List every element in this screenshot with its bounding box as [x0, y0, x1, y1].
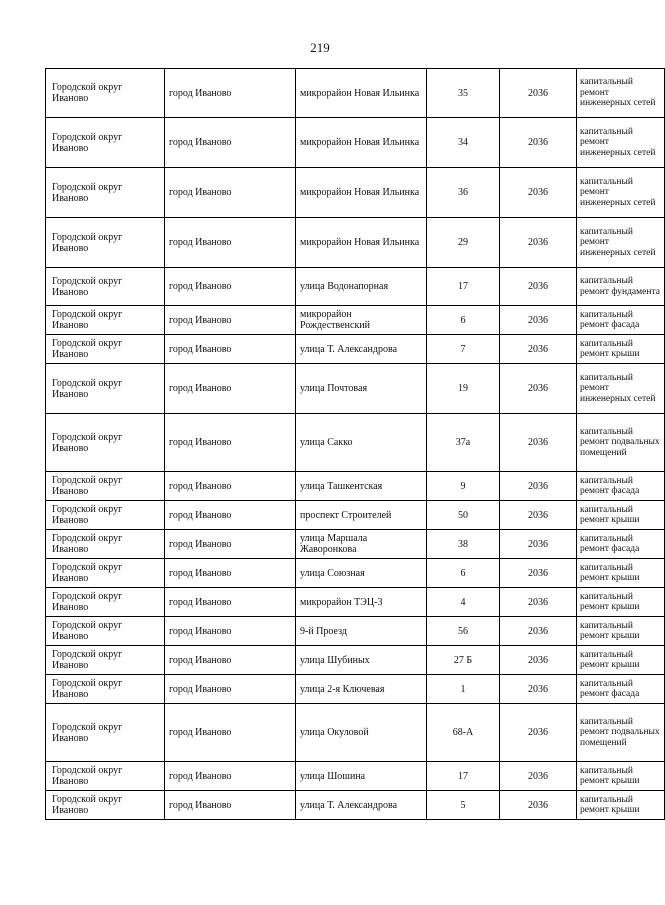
street-cell: проспект Строителей [296, 501, 427, 530]
district-cell: Городской округ Иваново [46, 168, 165, 218]
year-cell: 2036 [500, 472, 577, 501]
work-type-cell: капитальный ремонт инженерных сетей [577, 168, 665, 218]
year-cell: 2036 [500, 501, 577, 530]
street-cell: улица 2-я Ключевая [296, 675, 427, 704]
work-type-cell: капитальный ремонт фасада [577, 530, 665, 559]
year-cell: 2036 [500, 218, 577, 268]
city-cell: город Иваново [165, 530, 296, 559]
year-cell: 2036 [500, 364, 577, 414]
table-row [46, 118, 665, 168]
work-type-cell: капитальный ремонт инженерных сетей [577, 218, 665, 268]
table-row [46, 218, 665, 268]
house-number-cell: 19 [427, 364, 500, 414]
district-cell: Городской округ Иваново [46, 118, 165, 168]
year-cell: 2036 [500, 704, 577, 762]
district-cell: Городской округ Иваново [46, 501, 165, 530]
house-number-cell: 17 [427, 762, 500, 791]
work-type-cell: капитальный ремонт фасада [577, 306, 665, 335]
city-cell: город Иваново [165, 791, 296, 820]
house-number-cell: 4 [427, 588, 500, 617]
work-type-cell: капитальный ремонт фасада [577, 472, 665, 501]
street-cell: микрорайон Новая Ильинка [296, 69, 427, 118]
work-type-cell: капитальный ремонт фундамента [577, 268, 665, 306]
city-cell: город Иваново [165, 501, 296, 530]
district-cell: Городской округ Иваново [46, 69, 165, 118]
table-row [46, 559, 665, 588]
city-cell: город Иваново [165, 675, 296, 704]
work-type-cell: капитальный ремонт крыши [577, 501, 665, 530]
house-number-cell: 1 [427, 675, 500, 704]
district-cell: Городской округ Иваново [46, 414, 165, 472]
street-cell: улица Шошина [296, 762, 427, 791]
street-cell: улица Т. Александрова [296, 335, 427, 364]
year-cell: 2036 [500, 69, 577, 118]
house-number-cell: 50 [427, 501, 500, 530]
city-cell: город Иваново [165, 472, 296, 501]
street-cell: улица Почтовая [296, 364, 427, 414]
city-cell: город Иваново [165, 588, 296, 617]
street-cell: микрорайон Рождественский [296, 306, 427, 335]
table-row [46, 530, 665, 559]
year-cell: 2036 [500, 762, 577, 791]
table-row [46, 588, 665, 617]
work-type-cell: капитальный ремонт инженерных сетей [577, 364, 665, 414]
house-number-cell: 6 [427, 306, 500, 335]
table-row [46, 69, 665, 118]
street-cell: улица Окуловой [296, 704, 427, 762]
street-cell: микрорайон ТЭЦ-3 [296, 588, 427, 617]
year-cell: 2036 [500, 617, 577, 646]
year-cell: 2036 [500, 675, 577, 704]
district-cell: Городской округ Иваново [46, 588, 165, 617]
district-cell: Городской округ Иваново [46, 791, 165, 820]
street-cell: улица Союзная [296, 559, 427, 588]
street-cell: микрорайон Новая Ильинка [296, 218, 427, 268]
year-cell: 2036 [500, 268, 577, 306]
house-number-cell: 17 [427, 268, 500, 306]
city-cell: город Иваново [165, 268, 296, 306]
city-cell: город Иваново [165, 559, 296, 588]
house-number-cell: 68-А [427, 704, 500, 762]
table-row [46, 617, 665, 646]
city-cell: город Иваново [165, 168, 296, 218]
house-number-cell: 56 [427, 617, 500, 646]
house-number-cell: 29 [427, 218, 500, 268]
city-cell: город Иваново [165, 617, 296, 646]
table-row [46, 472, 665, 501]
district-cell: Городской округ Иваново [46, 530, 165, 559]
house-number-cell: 9 [427, 472, 500, 501]
work-type-cell: капитальный ремонт крыши [577, 335, 665, 364]
city-cell: город Иваново [165, 306, 296, 335]
city-cell: город Иваново [165, 335, 296, 364]
district-cell: Городской округ Иваново [46, 268, 165, 306]
district-cell: Городской округ Иваново [46, 617, 165, 646]
work-type-cell: капитальный ремонт крыши [577, 791, 665, 820]
year-cell: 2036 [500, 530, 577, 559]
table-row [46, 704, 665, 762]
street-cell: 9-й Проезд [296, 617, 427, 646]
work-type-cell: капитальный ремонт крыши [577, 559, 665, 588]
city-cell: город Иваново [165, 762, 296, 791]
street-cell: улица Шубиных [296, 646, 427, 675]
district-cell: Городской округ Иваново [46, 306, 165, 335]
street-cell: улица Водонапорная [296, 268, 427, 306]
house-number-cell: 27 Б [427, 646, 500, 675]
year-cell: 2036 [500, 414, 577, 472]
year-cell: 2036 [500, 306, 577, 335]
district-cell: Городской округ Иваново [46, 762, 165, 791]
city-cell: город Иваново [165, 118, 296, 168]
district-cell: Городской округ Иваново [46, 559, 165, 588]
house-number-cell: 36 [427, 168, 500, 218]
table-row [46, 168, 665, 218]
work-type-cell: капитальный ремонт подвальных помещений [577, 414, 665, 472]
table-row [46, 364, 665, 414]
city-cell: город Иваново [165, 704, 296, 762]
table-row [46, 414, 665, 472]
year-cell: 2036 [500, 168, 577, 218]
year-cell: 2036 [500, 646, 577, 675]
work-type-cell: капитальный ремонт фасада [577, 675, 665, 704]
street-cell: улица Т. Александрова [296, 791, 427, 820]
city-cell: город Иваново [165, 414, 296, 472]
year-cell: 2036 [500, 588, 577, 617]
house-number-cell: 35 [427, 69, 500, 118]
street-cell: микрорайон Новая Ильинка [296, 168, 427, 218]
house-number-cell: 34 [427, 118, 500, 168]
street-cell: улица Ташкентская [296, 472, 427, 501]
work-type-cell: капитальный ремонт инженерных сетей [577, 118, 665, 168]
district-cell: Городской округ Иваново [46, 218, 165, 268]
table-row [46, 501, 665, 530]
work-type-cell: капитальный ремонт крыши [577, 617, 665, 646]
house-number-cell: 6 [427, 559, 500, 588]
table-row [46, 675, 665, 704]
year-cell: 2036 [500, 335, 577, 364]
district-cell: Городской округ Иваново [46, 472, 165, 501]
district-cell: Городской округ Иваново [46, 675, 165, 704]
year-cell: 2036 [500, 791, 577, 820]
work-type-cell: капитальный ремонт крыши [577, 588, 665, 617]
house-number-cell: 7 [427, 335, 500, 364]
work-type-cell: капитальный ремонт инженерных сетей [577, 69, 665, 118]
district-cell: Городской округ Иваново [46, 364, 165, 414]
table-row [46, 268, 665, 306]
table-row [46, 306, 665, 335]
repair-schedule-table [45, 68, 665, 820]
street-cell: улица Сакко [296, 414, 427, 472]
year-cell: 2036 [500, 559, 577, 588]
city-cell: город Иваново [165, 646, 296, 675]
city-cell: город Иваново [165, 69, 296, 118]
house-number-cell: 37а [427, 414, 500, 472]
table-row [46, 335, 665, 364]
district-cell: Городской округ Иваново [46, 704, 165, 762]
street-cell: микрорайон Новая Ильинка [296, 118, 427, 168]
city-cell: город Иваново [165, 218, 296, 268]
table-row [46, 646, 665, 675]
table-row [46, 762, 665, 791]
table-row [46, 791, 665, 820]
page-number: 219 [310, 40, 330, 55]
house-number-cell: 5 [427, 791, 500, 820]
street-cell: улица Маршала Жаворонкова [296, 530, 427, 559]
work-type-cell: капитальный ремонт крыши [577, 646, 665, 675]
district-cell: Городской округ Иваново [46, 646, 165, 675]
work-type-cell: капитальный ремонт подвальных помещений [577, 704, 665, 762]
work-type-cell: капитальный ремонт крыши [577, 762, 665, 791]
district-cell: Городской округ Иваново [46, 335, 165, 364]
year-cell: 2036 [500, 118, 577, 168]
house-number-cell: 38 [427, 530, 500, 559]
city-cell: город Иваново [165, 364, 296, 414]
